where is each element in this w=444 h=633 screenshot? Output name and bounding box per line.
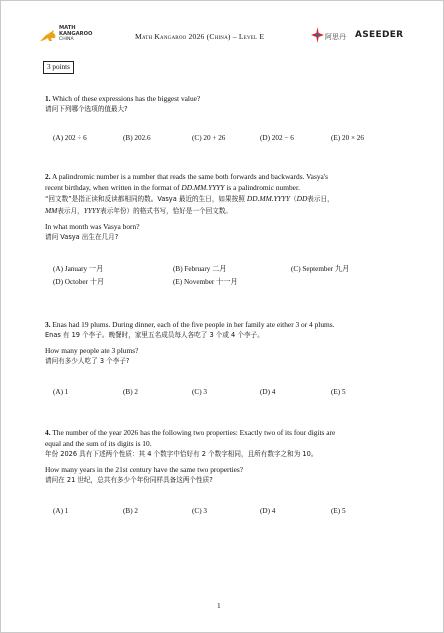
- question-ask-cn: 请问 Vasya 出生在几月?: [45, 233, 119, 241]
- option-a[interactable]: (A) 1: [53, 388, 69, 396]
- question-text-en-line2a: recent birthday, when written in the format of: [45, 183, 182, 192]
- option-e[interactable]: (E) 5: [331, 507, 346, 515]
- logo-line-math: MATH: [59, 25, 76, 31]
- question-number: 2.: [45, 172, 51, 181]
- question-number: 3.: [45, 320, 51, 329]
- option-e[interactable]: (E) 5: [331, 388, 346, 396]
- page-header: [39, 23, 409, 51]
- question-number: 1.: [45, 94, 51, 103]
- question-text-en-line2: equal and the sum of its digits is 10.: [45, 439, 152, 448]
- option-b[interactable]: (B) February 二月: [173, 265, 227, 273]
- option-c[interactable]: (C) 3: [192, 388, 207, 396]
- option-c[interactable]: (C) September 九月: [291, 265, 350, 273]
- question-text-en-line1: A palindromic number is a number that reads the same both forwards and backwards. Vasya's: [52, 172, 329, 181]
- question-ask-en: How many people ate 3 plums?: [45, 346, 139, 355]
- option-e[interactable]: (E) November 十一月: [173, 278, 238, 286]
- aseeder-cn-name: 阿思丹: [325, 33, 346, 41]
- question-4: [45, 427, 405, 486]
- question-ask-cn: 请问有多少人吃了 3 个李子?: [45, 357, 130, 365]
- question-text-en: Enas had 19 plums. During dinner, each of the five people in her family ate either 3 or 4 plums.: [52, 320, 335, 329]
- option-b[interactable]: (B) 2: [123, 507, 138, 515]
- question-1: [45, 93, 405, 115]
- option-a[interactable]: (A) 1: [53, 507, 69, 515]
- mm-symbol: MM: [45, 206, 58, 215]
- option-c[interactable]: (C) 3: [192, 507, 207, 515]
- question-ask-en: How many years in the 21st century have the same two properties?: [45, 465, 244, 474]
- math-kangaroo-logo: [39, 23, 101, 49]
- option-a[interactable]: (A) 202 ÷ 6: [53, 134, 87, 142]
- question-text-cn-line1c: 表示日，: [307, 195, 334, 203]
- question-3: [45, 319, 405, 367]
- question-text-cn: 年份 2026 具有下述两个性质：其 4 个数字中恰好有 2 个数字相同，且所有数字之和为 10。: [45, 450, 318, 458]
- page-number: 1: [217, 601, 221, 610]
- option-d[interactable]: (D) 4: [260, 388, 276, 396]
- question-text-en-line1: The number of the year 2026 has the following two properties: Exactly two of its four digits are: [52, 428, 336, 437]
- option-a[interactable]: (A) January 一月: [53, 265, 104, 273]
- date-format: DD.MM.YYYY: [181, 183, 225, 192]
- question-text-cn: 请问下列哪个选项的值最大?: [45, 105, 128, 113]
- option-e[interactable]: (E) 20 × 26: [331, 134, 364, 142]
- points-label: 3 points: [43, 61, 74, 74]
- question-text-cn-line1a: “回文数”是指正读和反读都相同的数。Vasya 最近的生日，如果按照: [45, 195, 247, 203]
- question-text-cn-line2a: 表示月，: [57, 207, 84, 215]
- question-text-cn-line2b: 表示年份）的格式书写，恰好是一个回文数。: [100, 207, 233, 215]
- option-b[interactable]: (B) 202.6: [123, 134, 151, 142]
- date-format-cn: DD.MM.YYYY: [246, 194, 291, 203]
- question-number: 4.: [45, 428, 51, 437]
- question-text-en-line2b: is a palindromic number.: [224, 183, 300, 192]
- dd-symbol: DD: [296, 194, 308, 203]
- option-d[interactable]: (D) 202 − 6: [260, 134, 294, 142]
- logo-line-kangaroo: KANGAROO: [59, 31, 93, 37]
- option-d[interactable]: (D) 4: [260, 507, 276, 515]
- option-c[interactable]: (C) 20 + 26: [192, 134, 226, 142]
- question-text-en: Which of these expressions has the biggest value?: [52, 94, 201, 103]
- logo-line-china: CHINA: [59, 37, 74, 42]
- option-d[interactable]: (D) October 十月: [53, 278, 105, 286]
- question-ask-en: In what month was Vasya born?: [45, 222, 140, 231]
- aseeder-brand: ASEEDER: [355, 30, 404, 40]
- question-text-cn-line1b: （: [290, 195, 297, 203]
- aseeder-logo: [311, 27, 411, 47]
- kangaroo-icon: [39, 29, 57, 43]
- aseeder-star-icon: [311, 27, 324, 43]
- page-title: Math Kangaroo 2026 (China) – Level E: [135, 32, 265, 41]
- yyyy-symbol: YYYY: [83, 206, 101, 215]
- option-b[interactable]: (B) 2: [123, 388, 138, 396]
- question-text-cn: Enas 有 19 个李子。晚餐时，家里五名成员每人各吃了 3 个或 4 个李子。: [45, 331, 264, 339]
- question-ask-cn: 请问在 21 世纪，总共有多少个年份同样具备这两个性质?: [45, 476, 213, 484]
- question-2: [45, 171, 405, 243]
